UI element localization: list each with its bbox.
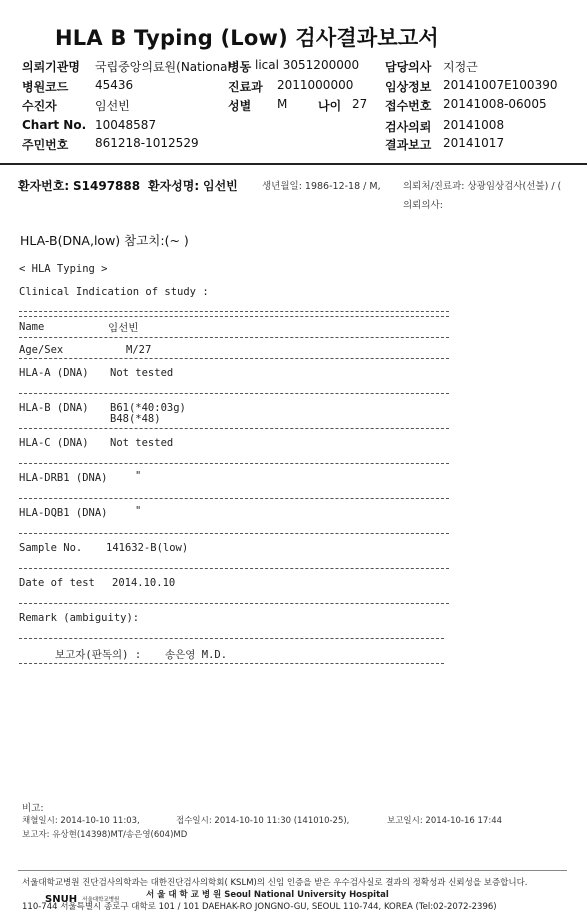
sample-label: Sample No.	[19, 542, 83, 554]
divider	[19, 638, 444, 639]
remark-label: Remark (ambiguity):	[19, 612, 140, 624]
header-label: 성별	[228, 99, 252, 113]
divider	[19, 663, 444, 664]
patient-id	[18, 177, 140, 194]
header-label: 의뢰기관명	[22, 60, 80, 74]
date-value: 2014.10.10	[112, 577, 176, 589]
header-label: 검사의뢰	[385, 120, 432, 134]
patient-id-value: S1497888	[73, 179, 141, 193]
header-value: 861218-1012529	[95, 136, 199, 150]
header-value: 20141008	[443, 118, 505, 132]
header-value: 27	[352, 97, 368, 111]
header-label: 병원코드	[22, 80, 69, 94]
patient-dob: 생년월일: 1986-12-18 / M,	[262, 181, 381, 192]
header-label: 임상정보	[385, 80, 432, 94]
collect-time: 채혈일시: 2014-10-10 11:03,	[22, 816, 140, 826]
header-value: M	[277, 97, 288, 111]
dqb1-value: "	[135, 505, 142, 517]
header-label: 주민번호	[22, 138, 69, 152]
header-value: 국립중앙의료원(National	[95, 60, 231, 74]
patient-id-label: 환자번호:	[18, 179, 70, 193]
hla-b-label: HLA-B (DNA)	[19, 402, 89, 414]
divider	[19, 463, 449, 464]
hla-c-value: Not tested	[110, 437, 174, 449]
divider	[19, 568, 449, 569]
header-value: 20141007E100390	[443, 78, 558, 92]
header-value: 20141008-06005	[443, 97, 547, 111]
reporter-label: 보고자(판독의) :	[55, 649, 142, 661]
drb1-label: HLA-DRB1 (DNA)	[19, 472, 108, 484]
divider	[19, 428, 449, 429]
divider	[19, 316, 449, 317]
hla-b-value-2: B48(*48)	[110, 413, 161, 425]
header-value: lical 3051200000	[255, 58, 360, 72]
divider	[19, 603, 449, 604]
footer-divider	[18, 870, 567, 871]
report-time: 보고일시: 2014-10-16 17:44	[387, 816, 503, 826]
hospital-name: 서 울 대 학 교 병 원 Seoul National University Hospital	[146, 890, 389, 900]
agesex-label: Age/Sex	[19, 344, 64, 356]
hla-c-label: HLA-C (DNA)	[19, 437, 89, 449]
header-label: 나이	[318, 99, 342, 113]
test-title: HLA-B(DNA,low) 참고치:(~ )	[20, 233, 189, 248]
divider	[19, 533, 449, 534]
divider	[19, 393, 449, 394]
dqb1-label: HLA-DQB1 (DNA)	[19, 507, 108, 519]
header-label: Chart No.	[22, 118, 87, 132]
section-title: < HLA Typing >	[19, 263, 108, 275]
name-label: Name	[19, 321, 45, 333]
reporter-value: 송은영 M.D.	[165, 649, 228, 661]
hospital-address: 110-744 서울특별시 종로구 대학로 101 / 101 DAEHAK-RO JONGNO-GU, SEOUL 110-744, KOREA (Tel:02-2072-2396)	[22, 902, 497, 912]
hla-a-label: HLA-A (DNA)	[19, 367, 89, 379]
header-label: 병동	[228, 60, 252, 74]
header-label: 담당의사	[385, 60, 432, 74]
snuh-logo-text: SNUH	[45, 894, 78, 905]
patient-dept: 의뢰처/진료과: 상광임상검사(선불) / (	[403, 181, 562, 192]
patient-name-value: 임선빈	[203, 179, 238, 193]
divider	[19, 311, 449, 312]
header-label: 접수번호	[385, 99, 432, 113]
header-value: 2011000000	[277, 78, 354, 92]
header-label: 진료과	[228, 80, 263, 94]
header-divider	[0, 163, 587, 165]
agesex-value: M/27	[126, 344, 152, 356]
date-label: Date of test	[19, 577, 95, 589]
patient-name	[148, 177, 238, 194]
reporter-note: 보고자: 유상현(14398)MT/송은영(604)MD	[22, 830, 188, 840]
notes-label: 비고:	[22, 803, 44, 814]
hla-a-value: Not tested	[110, 367, 174, 379]
ordering-doctor: 의뢰의사:	[403, 200, 443, 211]
report-title: HLA B Typing (Low) 검사결과보고서	[55, 26, 439, 50]
header-label: 수진자	[22, 99, 57, 113]
header-value: 임선빈	[95, 99, 130, 113]
snuh-logo-sub: 서울대학교병원	[82, 897, 120, 903]
divider	[19, 498, 449, 499]
certification-note: 서울대학교병원 진단검사의학과는 대한진단검사의학회( KSLM)의 신임 인증을 받은 우수검사실로 결과의 정확성과 신뢰성을 보증합니다.	[22, 878, 528, 888]
clinical-indication: Clinical Indication of study :	[19, 286, 209, 298]
divider	[19, 358, 449, 359]
header-label: 결과보고	[385, 138, 432, 152]
header-value: 20141017	[443, 136, 505, 150]
header-value: 45436	[95, 78, 134, 92]
header-value: 10048587	[95, 118, 157, 132]
header-value: 지정근	[443, 60, 478, 74]
name-value: 임선빈	[108, 322, 139, 334]
patient-name-label: 환자성명:	[148, 179, 200, 193]
divider	[19, 337, 449, 338]
drb1-value: "	[135, 470, 142, 482]
receipt-time: 접수일시: 2014-10-10 11:30 (141010-25),	[176, 816, 350, 826]
sample-value: 141632-B(low)	[106, 542, 189, 554]
hla-b-value-1: B61(*40:03g)	[110, 402, 186, 414]
